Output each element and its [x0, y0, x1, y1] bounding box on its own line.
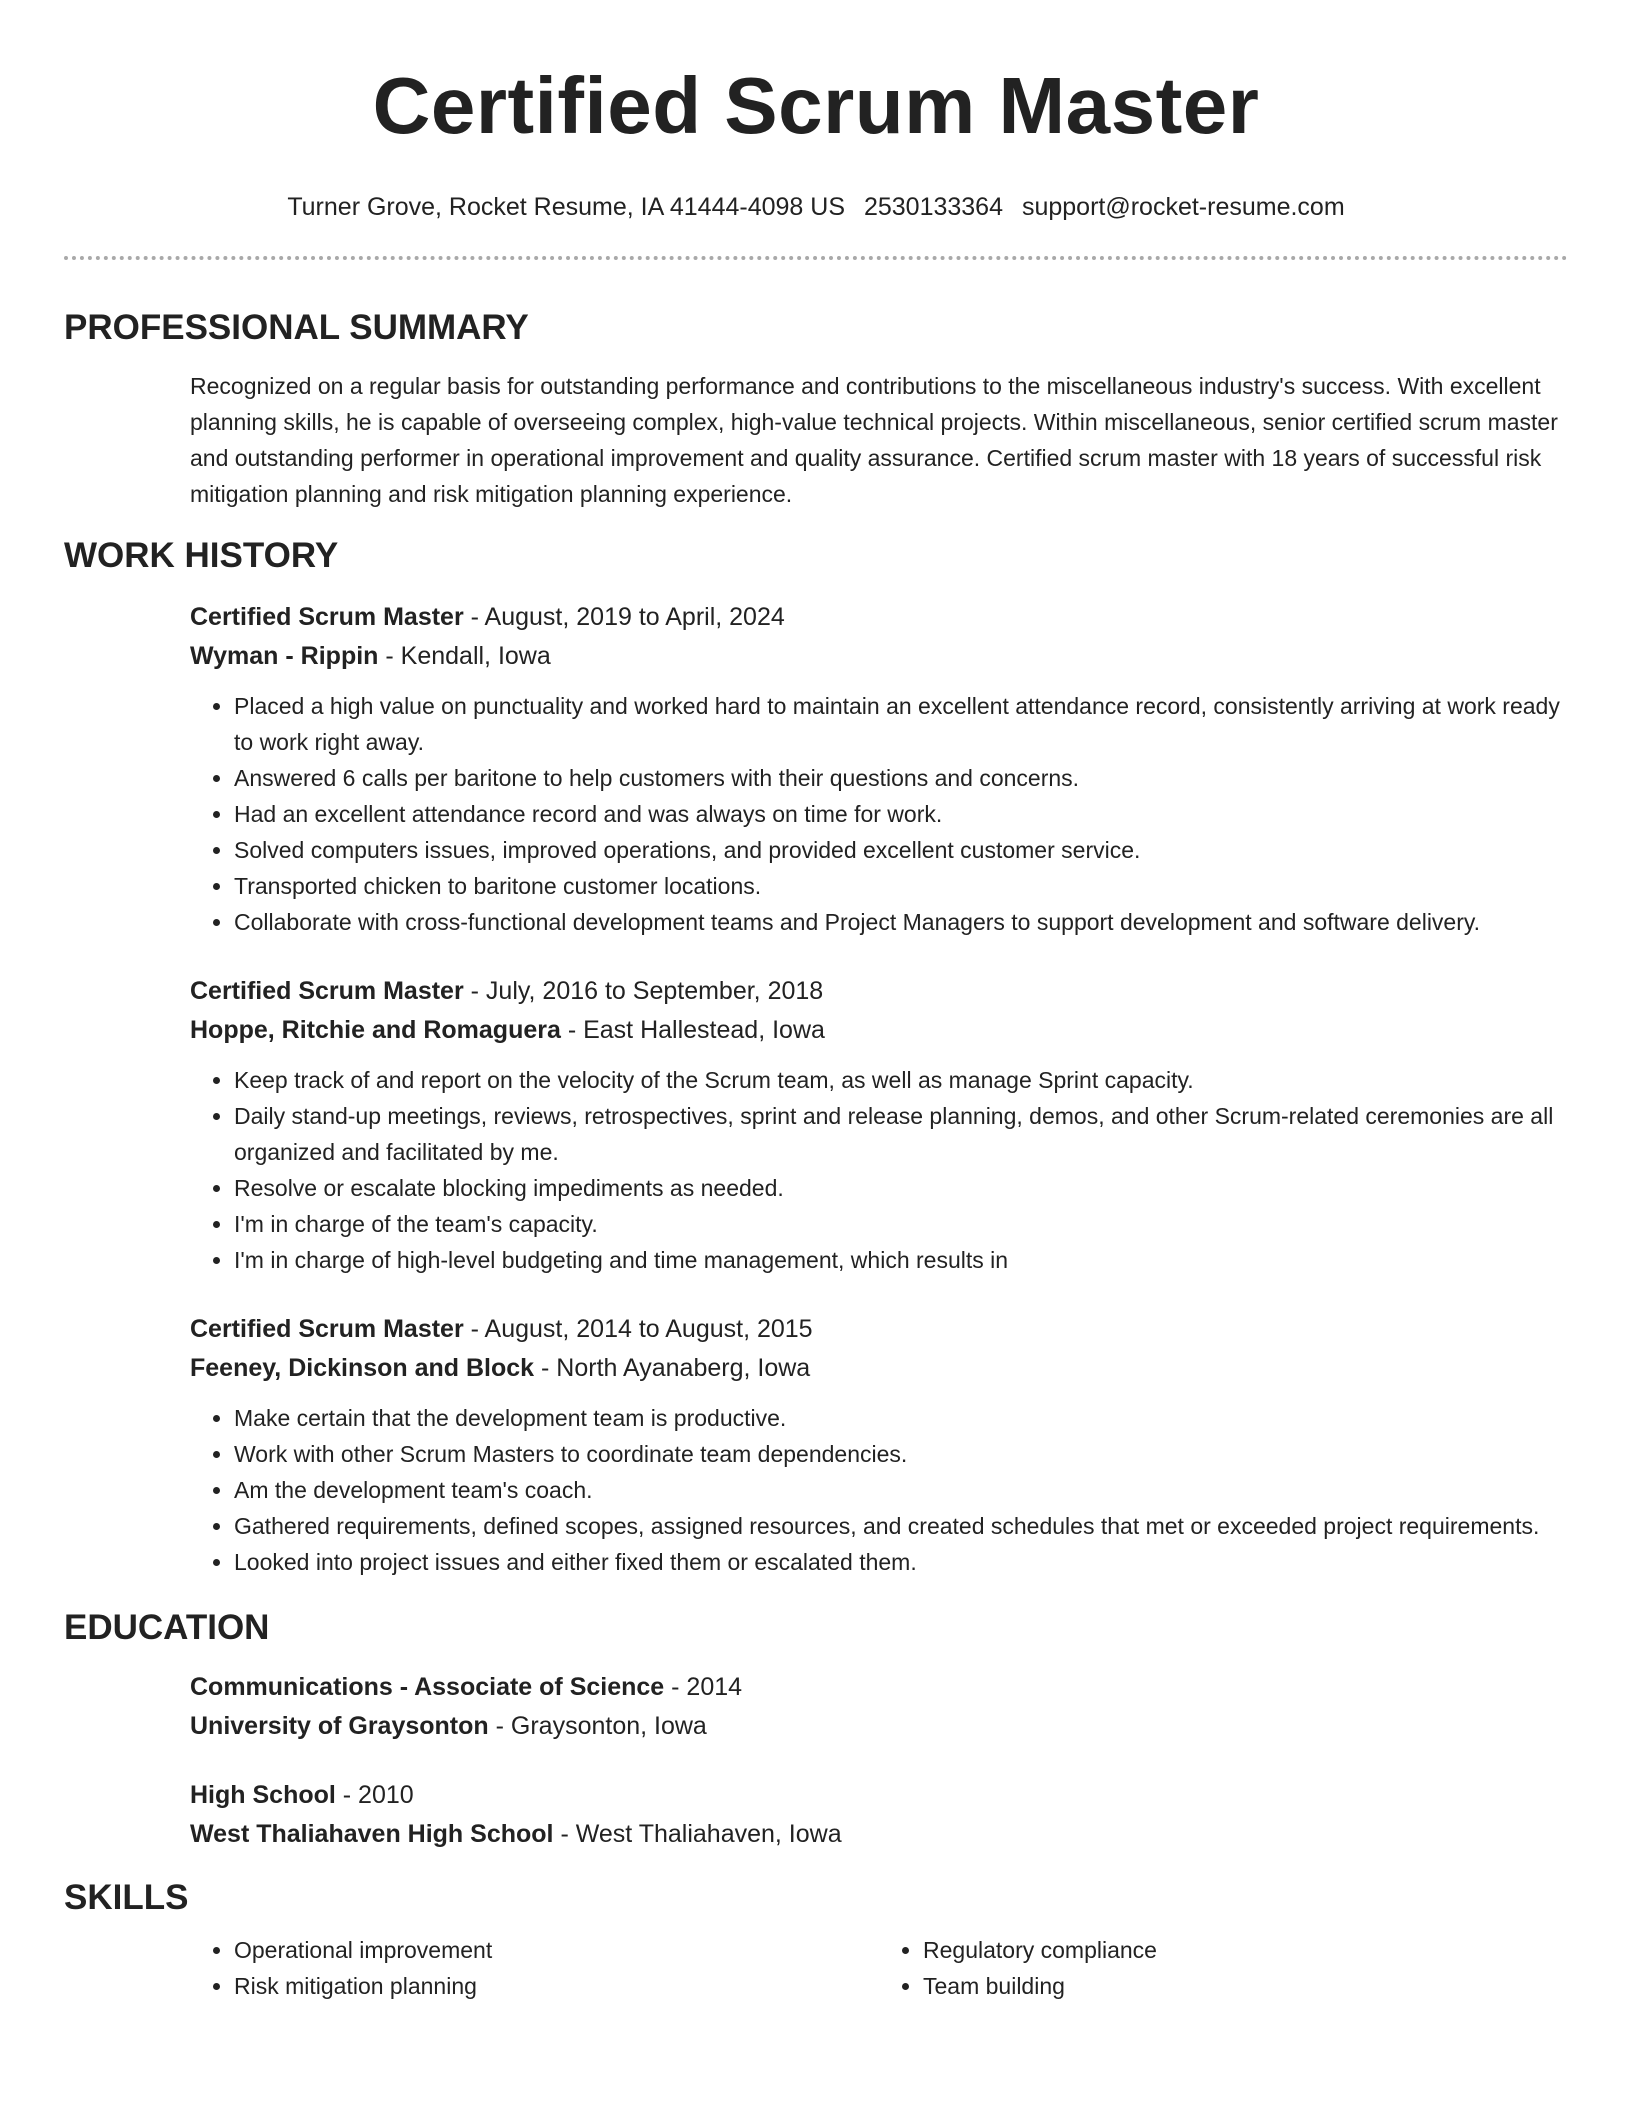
school-location: - Graysonton, Iowa [488, 1712, 707, 1740]
contact-address: Turner Grove, Rocket Resume, IA 41444-4098 US [287, 193, 845, 221]
job-dates: - July, 2016 to September, 2018 [463, 977, 824, 1005]
job-dates: - August, 2019 to April, 2024 [463, 603, 785, 631]
list-item: • Make certain that the development team is productive. [234, 1400, 1568, 1436]
job-title: Certified Scrum Master [190, 603, 464, 631]
job-title: Certified Scrum Master [190, 1315, 464, 1343]
contact-line [64, 192, 1568, 222]
degree-line [190, 1776, 1568, 1815]
job-company-line [190, 1011, 1568, 1050]
list-item: • Looked into project issues and either fixed them or escalated them. [234, 1544, 1568, 1580]
degree: Communications - Associate of Science [190, 1673, 665, 1701]
school-line [190, 1815, 1568, 1854]
job-company: Wyman - Rippin [190, 642, 379, 670]
list-item: • Had an excellent attendance record and was always on time for work. [234, 796, 1568, 832]
job-location: - North Ayanaberg, Iowa [534, 1354, 811, 1382]
job-title-line [190, 972, 1568, 1011]
list-item: • Work with other Scrum Masters to coordinate team dependencies. [234, 1436, 1568, 1472]
degree: High School [190, 1781, 336, 1809]
job-bullets [190, 1062, 1568, 1278]
summary-text: Recognized on a regular basis for outstanding performance and contributions to the miscellaneous industry's success. With excellent planning skills, he is capable of overseeing complex, high-value technical projects. Within miscellaneous, senior certified scrum master and outstanding performer in operational improvement and quality assurance. Certified scrum master with 18 years of successful risk mitigation planning and risk mitigation planning experience. [190, 373, 1558, 507]
education-heading: EDUCATION [64, 1608, 270, 1647]
contact-email: support@rocket-resume.com [1021, 193, 1345, 221]
list-item: • Collaborate with cross-functional development teams and Project Managers to support development and software delivery. [234, 904, 1568, 940]
list-item: • Resolve or escalate blocking impediments as needed. [234, 1170, 1568, 1206]
summary-block [64, 368, 1568, 512]
header-divider [64, 256, 1568, 260]
school-location: - West Thaliahaven, Iowa [553, 1820, 842, 1848]
list-item: • Daily stand-up meetings, reviews, retrospectives, sprint and release planning, demos, and other Scrum-related ceremonies are all organized and facilitated by me. [234, 1098, 1568, 1170]
work-history-heading: WORK HISTORY [64, 536, 339, 575]
list-item: • Keep track of and report on the velocity of the Scrum team, as well as manage Sprint capacity. [234, 1062, 1568, 1098]
skills-list [64, 1932, 1568, 2004]
job-bullets [190, 688, 1568, 940]
list-item: • Gathered requirements, defined scopes, assigned resources, and created schedules that met or exceeded project requirements. [234, 1508, 1568, 1544]
list-item: • Answered 6 calls per baritone to help customers with their questions and concerns. [234, 760, 1568, 796]
school: University of Graysonton [190, 1712, 489, 1740]
list-item: • Am the development team's coach. [234, 1472, 1568, 1508]
degree-line [190, 1668, 1568, 1707]
job-bullets [190, 1400, 1568, 1580]
contact-phone: 2530133364 [863, 193, 1003, 221]
school: West Thaliahaven High School [190, 1820, 554, 1848]
list-item: • I'm in charge of high-level budgeting and time management, which results in [234, 1242, 1568, 1278]
list-item: • Solved computers issues, improved operations, and provided excellent customer service. [234, 832, 1568, 868]
education-entry [64, 1776, 1568, 1854]
job-dates: - August, 2014 to August, 2015 [463, 1315, 813, 1343]
list-item: • Transported chicken to baritone customer locations. [234, 868, 1568, 904]
job-title-line [190, 1310, 1568, 1349]
job-location: - East Hallestead, Iowa [560, 1016, 825, 1044]
list-item: • Placed a high value on punctuality and worked hard to maintain an excellent attendance record, consistently arriving at work ready to work right away. [234, 688, 1568, 760]
job-location: - Kendall, Iowa [378, 642, 551, 670]
skill-item: • Regulatory compliance [923, 1932, 1568, 1968]
resume-name: Certified Scrum Master [372, 61, 1260, 150]
school-line [190, 1707, 1568, 1746]
summary-heading: PROFESSIONAL SUMMARY [64, 308, 529, 347]
skill-item: • Operational improvement [234, 1932, 879, 1968]
job-company: Hoppe, Ritchie and Romaguera [190, 1016, 561, 1044]
job-title-line [190, 598, 1568, 637]
job-entry [64, 972, 1568, 1278]
skills-column-left [190, 1932, 879, 2004]
job-company-line [190, 1349, 1568, 1388]
job-title: Certified Scrum Master [190, 977, 464, 1005]
degree-year: - 2014 [664, 1673, 743, 1701]
job-company: Feeney, Dickinson and Block [190, 1354, 535, 1382]
education-entry [64, 1668, 1568, 1746]
skills-column-right [879, 1932, 1568, 2004]
skills-heading: SKILLS [64, 1878, 189, 1917]
list-item: • I'm in charge of the team's capacity. [234, 1206, 1568, 1242]
job-entry [64, 598, 1568, 940]
skill-item: • Team building [923, 1968, 1568, 2004]
job-entry [64, 1310, 1568, 1580]
job-company-line [190, 637, 1568, 676]
skill-item: • Risk mitigation planning [234, 1968, 879, 2004]
degree-year: - 2010 [335, 1781, 414, 1809]
